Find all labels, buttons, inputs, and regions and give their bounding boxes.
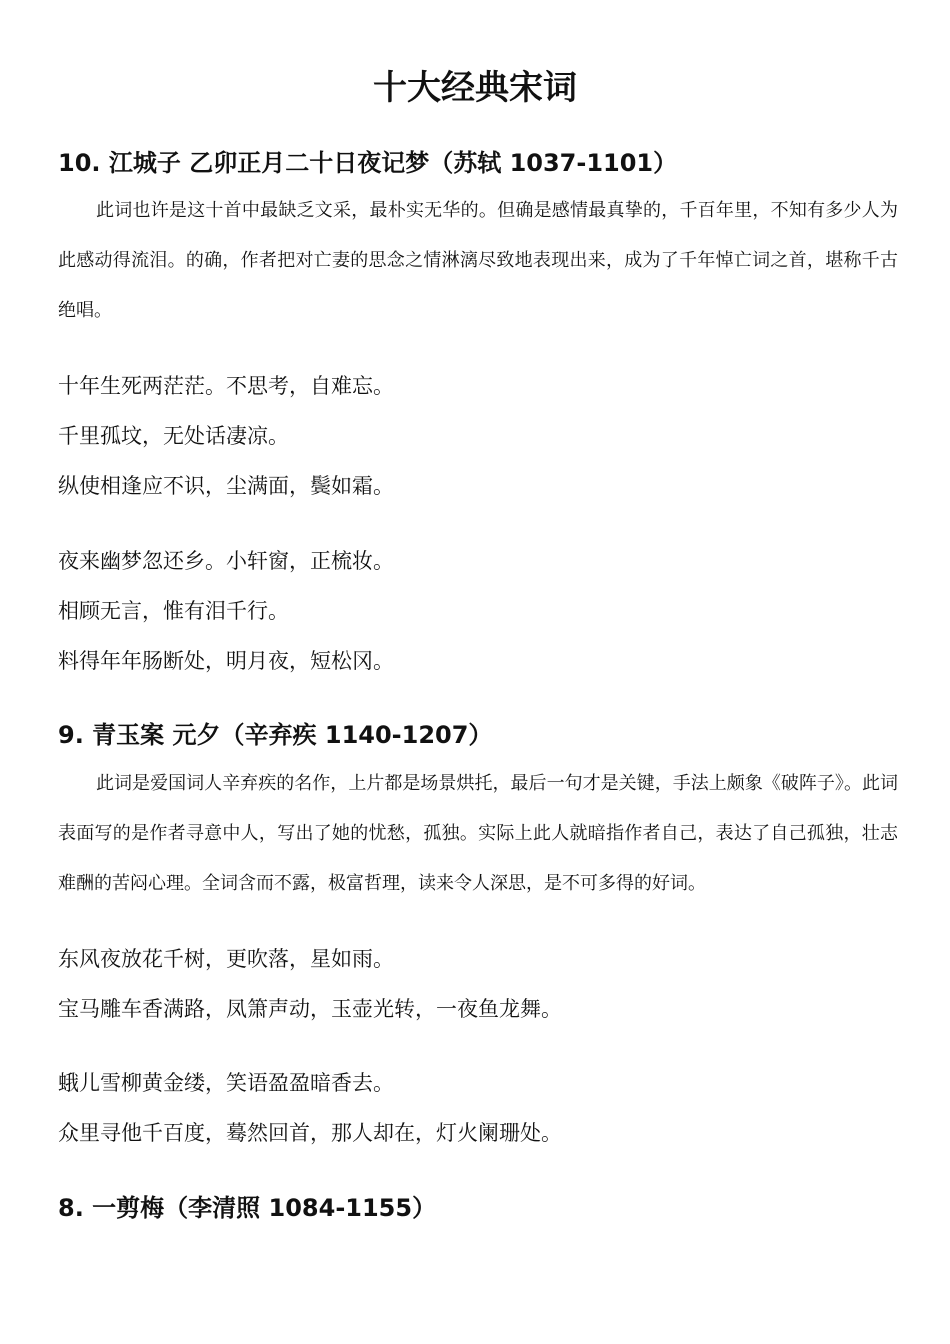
verse-line: 料得年年肠断处，明月夜，短松冈。	[58, 649, 394, 673]
verse-line: 蛾儿雪柳黄金缕，笑语盈盈暗香去。	[58, 1071, 394, 1095]
section-verse-9-stanza-2	[58, 1058, 898, 1158]
section-verse-9-stanza-1	[58, 934, 898, 1034]
section-verse-10-stanza-2	[58, 536, 898, 686]
section-verse-10-stanza-1	[58, 361, 898, 511]
verse-line: 十年生死两茫茫。不思考，自难忘。	[58, 374, 394, 398]
document-title: 十大经典宋词	[373, 68, 577, 108]
verse-line: 宝马雕车香满路，凤箫声动，玉壶光转，一夜鱼龙舞。	[58, 997, 562, 1021]
section-comment-10: 此词也许是这十首中最缺乏文采，最朴实无华的。但确是感情最真挚的，千百年里，不知有多少人为此感动得流泪。的确，作者把对亡妻的思念之情淋漓尽致地表现出来，成为了千年悼亡词之首，堪称千古绝唱。	[58, 200, 898, 321]
verse-line: 东风夜放花千树，更吹落，星如雨。	[58, 947, 394, 971]
verse-line: 相顾无言，惟有泪千行。	[58, 599, 289, 623]
section-comment-9: 此词是爱国词人辛弃疾的名作，上片都是场景烘托，最后一句才是关键，手法上颇象《破阵子》。此词表面写的是作者寻意中人，写出了她的忧愁，孤独。实际上此人就暗指作者自己，表达了自己孤独，壮志难酬的苦闷心理。全词含而不露，极富哲理，读来令人深思，是不可多得的好词。	[58, 773, 898, 894]
verse-line: 千里孤坟，无处话凄凉。	[58, 424, 289, 448]
section-heading-10: 10. 江城子 乙卯正月二十日夜记梦（苏轼 1037-1101）	[58, 149, 678, 177]
verse-line: 纵使相逢应不识，尘满面，鬓如霜。	[58, 474, 394, 498]
section-heading-9: 9. 青玉案 元夕（辛弃疾 1140-1207）	[58, 721, 493, 749]
verse-line: 夜来幽梦忽还乡。小轩窗，正梳妆。	[58, 549, 394, 573]
verse-line: 众里寻他千百度，蓦然回首，那人却在，灯火阑珊处。	[58, 1121, 562, 1145]
section-heading-8: 8. 一剪梅（李清照 1084-1155）	[58, 1194, 437, 1222]
